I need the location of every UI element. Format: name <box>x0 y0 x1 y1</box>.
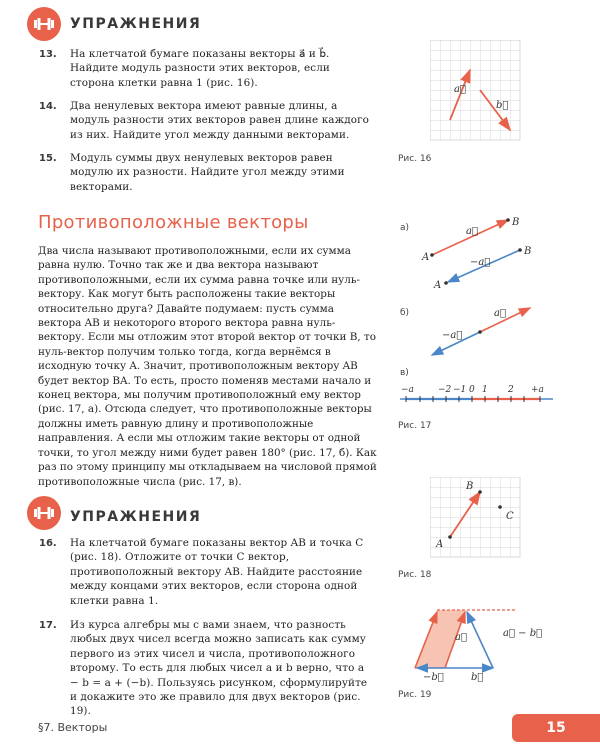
exercises-title: УПРАЖНЕНИЯ <box>70 16 202 32</box>
topic-title: Противоположные векторы <box>38 212 309 233</box>
label-C: C <box>506 511 514 522</box>
point-A: A <box>422 252 430 263</box>
tick-1: 1 <box>482 385 488 395</box>
figure-18-caption: Рис. 18 <box>398 570 432 580</box>
exercise-number: 16. <box>39 538 57 549</box>
label-a: a⃗ <box>494 308 506 319</box>
dumbbell-icon <box>34 507 54 519</box>
label-a-minus-b: a⃗ − b⃗ <box>503 628 543 639</box>
label-a: a⃗ <box>454 84 466 95</box>
label-a: a⃗ <box>466 226 478 237</box>
exercises-title: УПРАЖНЕНИЯ <box>70 509 202 525</box>
page-number: 15 <box>512 714 600 742</box>
exercises-icon <box>27 7 61 41</box>
exercise-text: Из курса алгебры мы с вами знаем, что разность любых двух чисел всегда можно записать как сумму первого из этих чисел и числа, противоположного второму. То есть для любых чисел a и b верно, что a − b = a + (−b). Пользуясь рисунком, сформулируйте и докажите это же правило для двух векторов (рис. 19). <box>70 619 368 718</box>
exercises-icon <box>27 496 61 530</box>
point-C <box>498 505 502 509</box>
exercise-number: 14. <box>39 101 57 112</box>
dumbbell-icon <box>34 18 54 30</box>
label-a: a⃗ <box>455 632 467 643</box>
label-b: b⃗ <box>471 672 484 682</box>
footer-chapter: §7. Векторы <box>38 721 108 734</box>
point-A-2: A <box>434 280 442 290</box>
point-B-2: B <box>524 246 532 257</box>
figure-17-part-c: в) <box>400 368 409 378</box>
label-neg-b: −b⃗ <box>423 672 444 682</box>
label-neg-a: −a⃗ <box>442 330 463 341</box>
figure-19-caption: Рис. 19 <box>398 690 432 700</box>
figure-16 <box>430 40 530 150</box>
figure-18 <box>430 477 530 567</box>
topic-body: Два числа называют противоположными, если их сумма равна нулю. Точно так же и два вектора называют противоположными, если их сумма равна точке или нуль-вектору. Как могут быть расположены такие векторы относительно друга? Давайте подумаем: пусть сумма вектора AB и некоторого второго вектора равна нуль-вектору. Если мы отложим этот второй вектор от точки B, то нуль-вектор получим только тогда, когда вернёмся в исходную точку A. Значит, противоположным вектору AB будет вектор BA. То есть, просто поменяв местами начало и конец вектора, мы получим противоположный ему вектор (рис. 17, а). Отсюда следует, что противоположные векторы должны иметь равную длину и противоположные направления. А если мы отложим такие векторы от одной точки, то угол между ними будет равен 180° (рис. 17, б). Как раз по этому принципу мы откладываем на числовой прямой противоположные числа (рис. 17, в). <box>38 245 377 488</box>
exercise-number: 17. <box>39 620 57 631</box>
point-B: B <box>512 217 520 228</box>
figure-17-caption: Рис. 17 <box>398 421 432 431</box>
figure-17-part-a: а) <box>400 223 410 233</box>
figure-17a <box>420 210 550 290</box>
exercise-number: 15. <box>39 153 57 164</box>
tick-2: 2 <box>508 385 514 395</box>
label-b: b⃗ <box>496 100 509 111</box>
figure-16-caption: Рис. 16 <box>398 154 432 164</box>
tick-neg-1: −1 <box>453 385 467 395</box>
tick-neg-a: −a <box>401 385 414 395</box>
figure-19 <box>405 600 555 682</box>
exercise-text: Два ненулевых вектора имеют равные длины, а модуль разности этих векторов равен длине каждого из них. Найдите угол между данными векторами. <box>70 100 369 141</box>
label-neg-a: −a⃗ <box>470 257 491 268</box>
exercise-number: 13. <box>39 49 57 60</box>
tick-neg-2: −2 <box>438 385 452 395</box>
exercise-text: На клетчатой бумаге показаны вектор AB и точка C (рис. 18). Отложите от точки C вектор, противоположный вектору AB. Найдите расстояние между концами этих векторов, если сторона одной клетки равна 1. <box>70 537 364 607</box>
figure-17c-number-line <box>398 380 558 408</box>
exercise-text: Модуль суммы двух ненулевых векторов равен модулю их разности. Найдите угол между этими векторами. <box>70 152 345 193</box>
figure-17-part-b: б) <box>400 308 410 318</box>
exercise-text: На клетчатой бумаге показаны векторы a⃗ и b⃗. Найдите модуль разности этих векторов, если сторона клетки равна 1 (рис. 16). <box>70 48 330 89</box>
vector-a-minus-b <box>467 612 493 668</box>
label-B: B <box>466 481 474 492</box>
label-A: A <box>436 539 444 550</box>
figure-17b <box>420 298 550 363</box>
tick-0: 0 <box>469 385 475 395</box>
tick-pos-a: +a <box>531 385 544 395</box>
